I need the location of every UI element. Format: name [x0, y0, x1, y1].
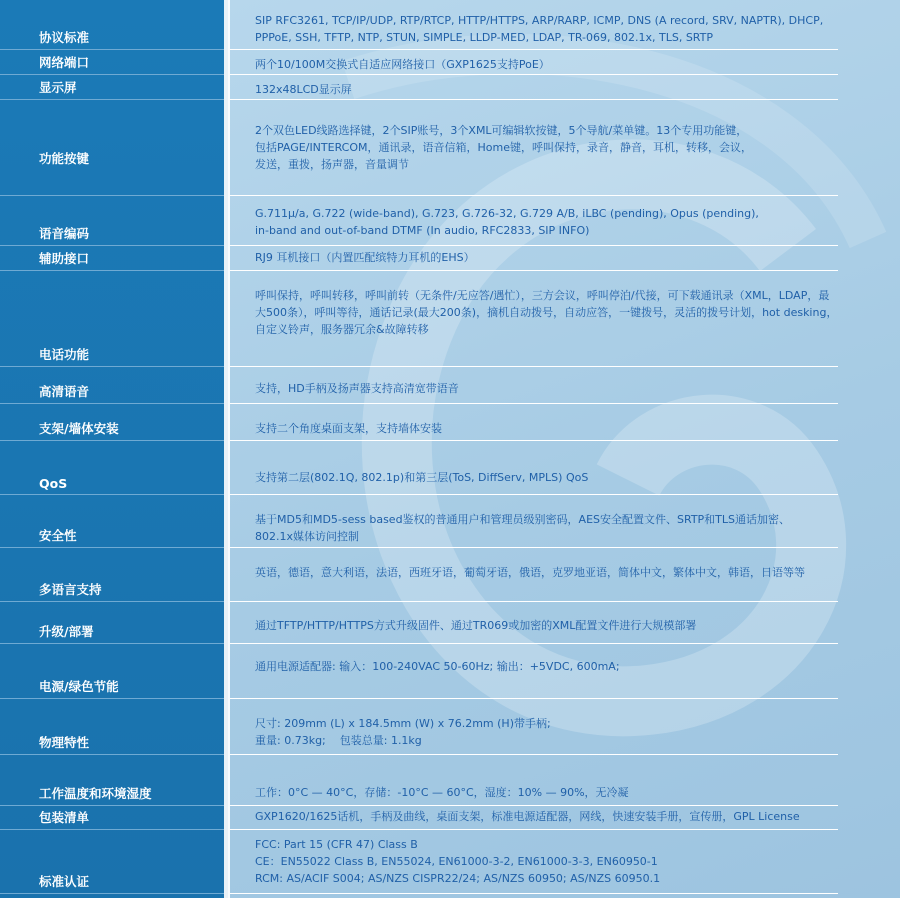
spec-row-telephony-features [0, 271, 900, 367]
spec-value-cell [230, 644, 838, 699]
spec-label: 显示屏 [39, 80, 77, 95]
spec-label: 包装清单 [39, 810, 90, 825]
spec-label: 电话功能 [39, 347, 90, 362]
spec-row-security [0, 495, 900, 548]
spec-line: G.711μ/a, G.722 (wide-band), G.723, G.726-32, G.729 A/B, iLBC (pending), Opus (pending), [255, 207, 759, 220]
spec-label: 安全性 [39, 528, 77, 543]
spec-label: 升级/部署 [39, 624, 94, 639]
spec-label-cell [0, 75, 224, 100]
spec-row-qos [0, 441, 900, 495]
spec-line: 工作：0°C — 40°C，存储：-10°C — 60°C，湿度：10% — 90%，无冷凝 [255, 786, 629, 799]
spec-line: 基于MD5和MD5-sess based鉴权的普通用户和管理员级别密码，AES安全配置文件、SRTP和TLS通话加密、 [255, 513, 791, 526]
spec-line: CE：EN55022 Class B, EN55024, EN61000-3-2, EN61000-3-3, EN60950-1 [255, 855, 658, 868]
spec-value-cell [230, 602, 838, 644]
spec-line: 包括PAGE/INTERCOM，通讯录，语音信箱，Home键，呼叫保持，录音，静音，耳机，转移，会议， [255, 141, 752, 154]
spec-line: 通过TFTP/HTTP/HTTPS方式升级固件、通过TR069或加密的XML配置文件进行大规模部署 [255, 619, 697, 632]
spec-label: 高清语音 [39, 384, 90, 399]
spec-line: 重量: 0.73kg; 包装总量: 1.1kg [255, 734, 422, 747]
spec-row-aux-port [0, 246, 900, 271]
spec-label-cell [0, 755, 224, 806]
spec-label: 工作温度和环境湿度 [39, 786, 152, 801]
spec-row-environment [0, 755, 900, 806]
spec-label-cell [0, 367, 224, 404]
spec-line: 发送，重拨，扬声器，音量调节 [255, 158, 409, 171]
spec-line: in-band and out-of-band DTMF (In audio, RFC2833, SIP INFO) [255, 224, 590, 237]
spec-value-cell [230, 830, 838, 894]
spec-label-cell [0, 196, 224, 246]
spec-value-cell [230, 50, 838, 75]
spec-row-function-keys [0, 100, 900, 196]
spec-label: 辅助接口 [39, 251, 90, 266]
spec-line: PPPoE, SSH, TFTP, NTP, STUN, SIMPLE, LLDP-MED, LDAP, TR-069, 802.1x, TLS, SRTP [255, 31, 713, 44]
spec-line: FCC: Part 15 (CFR 47) Class B [255, 838, 418, 851]
spec-line: 自定义铃声，服务器冗余&故障转移 [255, 323, 429, 336]
spec-line: RCM: AS/ACIF S004; AS/NZS CISPR22/24; AS/NZS 60950; AS/NZS 60950.1 [255, 872, 661, 885]
spec-label: 多语言支持 [39, 582, 102, 597]
spec-line: 支持二个角度桌面支架，支持墙体安装 [255, 422, 442, 435]
spec-line: 通用电源适配器: 输入：100-240VAC 50-60Hz; 输出：+5VDC, 600mA; [255, 660, 620, 673]
spec-line: 支持，HD手柄及扬声器支持高清宽带语音 [255, 382, 459, 395]
spec-value-cell [230, 404, 838, 441]
spec-label-cell [0, 806, 224, 830]
spec-line: GXP1620/1625话机，手柄及曲线，桌面支架，标准电源适配器，网线，快速安装手册，宣传册，GPL License [255, 810, 800, 823]
spec-line: 大500条），呼叫等待，通话记录(最大200条)，摘机自动拨号，自动应答，一键拨号，灵活的拨号计划，hot desking， [255, 306, 838, 319]
spec-label: 语音编码 [39, 226, 90, 241]
spec-value-cell [230, 367, 838, 404]
spec-row-network-ports [0, 50, 900, 75]
spec-label-cell [0, 644, 224, 699]
spec-value-cell [230, 100, 838, 196]
spec-value-cell [230, 441, 838, 495]
spec-value-cell [230, 755, 838, 806]
spec-value-cell [230, 196, 838, 246]
spec-label-cell [0, 0, 224, 50]
spec-label-cell [0, 404, 224, 441]
spec-label-cell [0, 830, 224, 894]
spec-row-hd-voice [0, 367, 900, 404]
spec-label: QoS [39, 476, 68, 491]
spec-value-cell [230, 75, 838, 100]
spec-row-display [0, 75, 900, 100]
spec-row-upgrade [0, 602, 900, 644]
spec-label-cell [0, 548, 224, 602]
spec-line: RJ9 耳机接口（内置匹配缤特力耳机的EHS） [255, 251, 475, 264]
spec-value-cell [230, 271, 838, 367]
spec-line: SIP RFC3261, TCP/IP/UDP, RTP/RTCP, HTTP/HTTPS, ARP/RARP, ICMP, DNS (A record, SRV, NAPTR), DHCP, [255, 14, 824, 27]
spec-line: 支持第二层(802.1Q, 802.1p)和第三层(ToS, DiffServ, MPLS) QoS [255, 471, 589, 484]
spec-line: 两个10/100M交换式自适应网络接口（GXP1625支持PoE） [255, 58, 550, 71]
spec-line: 呼叫保持，呼叫转移，呼叫前转（无条件/无应答/遇忙），三方会议，呼叫停泊/代接，可下载通讯录（XML，LDAP，最 [255, 289, 830, 302]
spec-row-package [0, 806, 900, 830]
spec-label: 网络端口 [39, 55, 90, 70]
spec-value-cell [230, 699, 838, 755]
spec-label: 电源/绿色节能 [39, 679, 119, 694]
spec-label-cell [0, 246, 224, 271]
spec-value-cell [230, 0, 838, 50]
spec-row-physical [0, 699, 900, 755]
spec-line: 802.1x媒体访问控制 [255, 530, 360, 543]
spec-row-voice-codecs [0, 196, 900, 246]
spec-row-protocols [0, 0, 900, 50]
spec-label-cell [0, 602, 224, 644]
spec-label-cell [0, 699, 224, 755]
spec-label: 支架/墙体安装 [39, 421, 119, 436]
spec-line: 英语，德语，意大利语，法语，西班牙语，葡萄牙语，俄语，克罗地亚语，简体中文，繁体中文，韩语，日语等等 [255, 566, 805, 579]
spec-line: 2个双色LED线路选择键，2个SIP账号，3个XML可编辑软按键，5个导航/菜单键。13个专用功能键， [255, 124, 748, 137]
spec-row-certifications [0, 830, 900, 894]
spec-label-cell [0, 50, 224, 75]
spec-row-mounting [0, 404, 900, 441]
spec-label: 协议标准 [39, 30, 90, 45]
spec-value-cell [230, 495, 838, 548]
spec-row-languages [0, 548, 900, 602]
spec-value-cell [230, 806, 838, 830]
spec-label: 标准认证 [39, 874, 90, 889]
spec-label-cell [0, 495, 224, 548]
spec-label: 功能按键 [39, 151, 90, 166]
spec-row-power [0, 644, 900, 699]
spec-label-cell [0, 271, 224, 367]
spec-value-cell [230, 548, 838, 602]
spec-label-cell [0, 441, 224, 495]
spec-label: 物理特性 [39, 735, 90, 750]
spec-line: 132x48LCD显示屏 [255, 83, 352, 96]
spec-value-cell [230, 246, 838, 271]
spec-line: 尺寸: 209mm (L) x 184.5mm (W) x 76.2mm (H)带手柄; [255, 717, 551, 730]
spec-label-cell [0, 100, 224, 196]
